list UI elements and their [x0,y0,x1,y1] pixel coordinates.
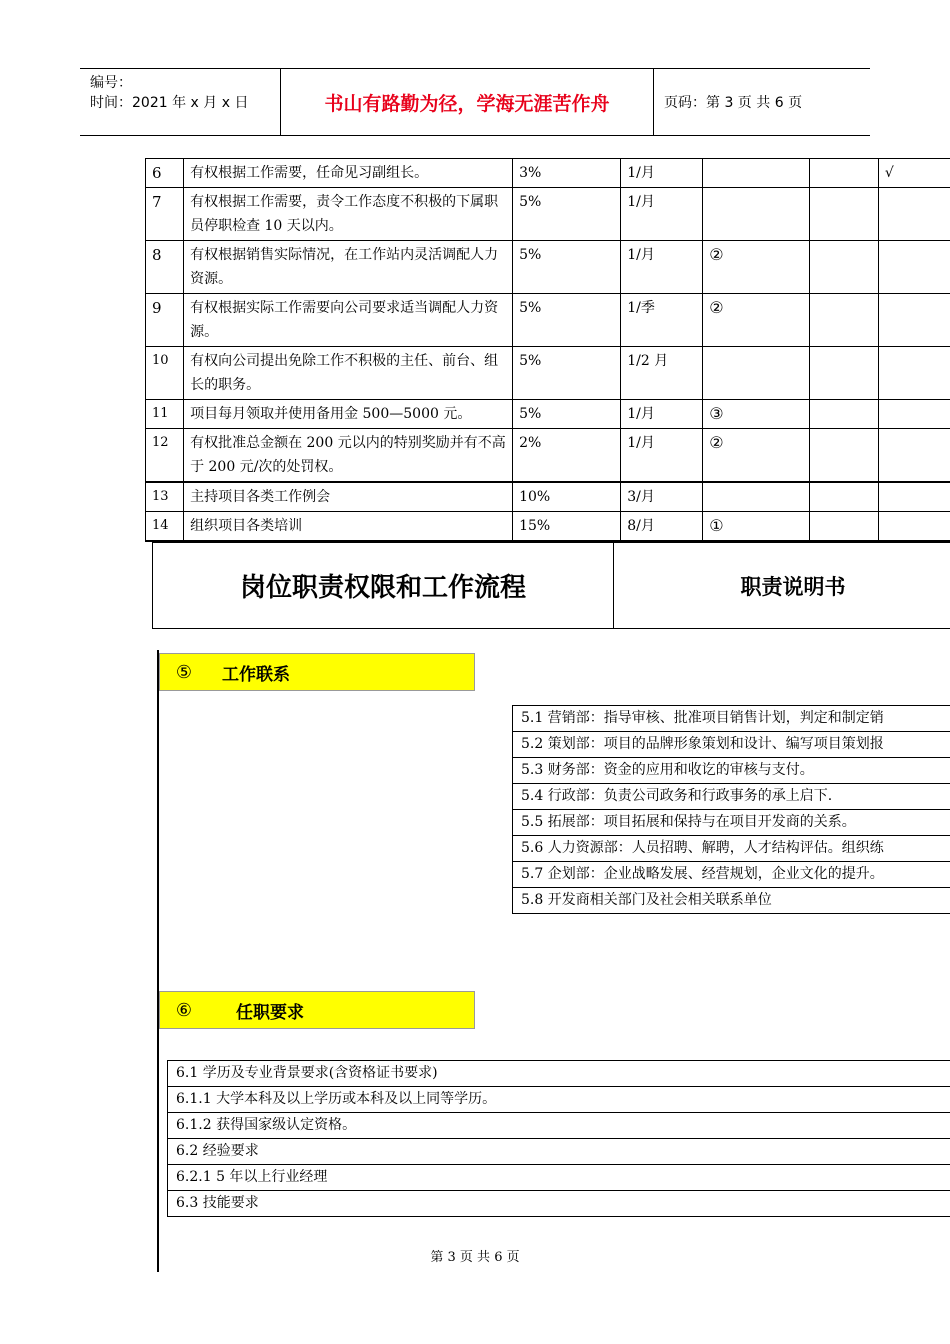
header-meta [80,69,281,135]
list-item [168,1165,950,1191]
authority-description: 有权批准总金额在 200 元以内的特别奖励并有不高于 200 元/次的处罚权。 [184,429,513,483]
header-motto: 书山有路勤为径，学海无涯苦作舟 [281,69,654,135]
check-mark [878,347,950,400]
list-item [168,1191,950,1217]
title-box [152,542,950,629]
authority-description: 有权根据销售实际情况，在工作站内灵活调配人力资源。 [184,241,513,294]
list-item [513,836,950,862]
list-item [168,1139,950,1165]
reference-mark: ③ [703,400,810,429]
empty-cell [809,512,878,542]
requirement-entry: 6.2 经验要求 [168,1139,950,1165]
work-contacts-table [512,705,950,914]
reference-mark: ② [703,294,810,347]
doc-number-label: 编号： [90,75,132,91]
contact-entry: 5.5 拓展部：项目拓展和保持与在项目开发商的关系。 [513,810,950,836]
authority-description: 组织项目各类培训 [184,512,513,542]
contact-entry: 5.2 策划部：项目的品牌形象策划和设计、编写项目策划报 [513,732,950,758]
table-row [146,429,950,483]
frequency: 1/季 [621,294,703,347]
check-mark [878,241,950,294]
table-row [146,159,950,188]
frequency: 1/2 月 [621,347,703,400]
empty-cell [809,294,878,347]
section-title: 岗位职责权限和工作流程 [153,543,614,628]
job-requirements-table [167,1060,950,1217]
check-mark [878,294,950,347]
list-item [168,1087,950,1113]
frequency: 3/月 [621,482,703,512]
table-row [146,241,950,294]
requirement-entry: 6.1 学历及专业背景要求(含资格证书要求) [168,1061,950,1087]
authority-table [145,158,950,542]
weight-percent: 5% [513,400,621,429]
row-number: 13 [146,482,184,512]
row-number: 10 [146,347,184,400]
list-item [513,862,950,888]
doc-date: 时间：2021 年 x 月 x 日 [90,95,249,111]
row-number: 14 [146,512,184,542]
weight-percent: 3% [513,159,621,188]
reference-mark [703,159,810,188]
weight-percent: 5% [513,347,621,400]
row-number: 11 [146,400,184,429]
row-number: 7 [146,188,184,241]
reference-mark: ② [703,241,810,294]
section-heading-job-requirements [159,991,475,1029]
contact-entry: 5.6 人力资源部：人员招聘、解聘，人才结构评估。组织练 [513,836,950,862]
weight-percent: 2% [513,429,621,483]
row-number: 6 [146,159,184,188]
check-mark [878,188,950,241]
row-number: 12 [146,429,184,483]
list-item [513,888,950,914]
reference-mark: ② [703,429,810,483]
frequency: 8/月 [621,512,703,542]
check-mark [878,512,950,542]
authority-description: 主持项目各类工作例会 [184,482,513,512]
list-item [513,732,950,758]
empty-cell [809,159,878,188]
contact-entry: 5.1 营销部：指导审核、批准项目销售计划，判定和制定销 [513,706,950,732]
frequency: 1/月 [621,241,703,294]
weight-percent: 10% [513,482,621,512]
header-page-number: 页码：第 3 页 共 6 页 [664,95,803,111]
weight-percent: 5% [513,294,621,347]
frequency: 1/月 [621,400,703,429]
table-row [146,188,950,241]
list-item [513,758,950,784]
frequency: 1/月 [621,429,703,483]
weight-percent: 5% [513,241,621,294]
requirement-entry: 6.1.2 获得国家级认定资格。 [168,1113,950,1139]
list-item [168,1113,950,1139]
list-item [513,784,950,810]
requirement-entry: 6.2.1 5 年以上行业经理 [168,1165,950,1191]
empty-cell [809,429,878,483]
list-item [513,810,950,836]
list-item [513,706,950,732]
section-heading-work-contacts [159,653,475,691]
table-row [146,294,950,347]
doc-type-title: 职责说明书 [740,574,846,599]
check-mark: √ [878,159,950,188]
reference-mark [703,347,810,400]
authority-description: 有权根据工作需要，任命见习副组长。 [184,159,513,188]
table-row [146,512,950,542]
table-row [146,482,950,512]
contact-entry: 5.3 财务部：资金的应用和收讫的审核与支付。 [513,758,950,784]
reference-mark: ① [703,512,810,542]
authority-description: 有权根据工作需要，责令工作态度不积极的下属职员停职检查 10 天以内。 [184,188,513,241]
check-mark [878,429,950,483]
requirement-entry: 6.1.1 大学本科及以上学历或本科及以上同等学历。 [168,1087,950,1113]
authority-description: 有权根据实际工作需要向公司要求适当调配人力资源。 [184,294,513,347]
requirement-entry: 6.3 技能要求 [168,1191,950,1217]
table-row [146,400,950,429]
section-number: ⑤ [175,661,193,683]
section-label: 任职要求 [236,1002,304,1023]
authority-description: 项目每月领取并使用备用金 500—5000 元。 [184,400,513,429]
contact-entry: 5.8 开发商相关部门及社会相关联系单位 [513,888,950,914]
empty-cell [809,400,878,429]
empty-cell [809,188,878,241]
frequency: 1/月 [621,159,703,188]
section-label: 工作联系 [222,664,290,685]
list-item [168,1061,950,1087]
row-number: 9 [146,294,184,347]
empty-cell [809,482,878,512]
reference-mark [703,188,810,241]
section-number: ⑥ [175,999,193,1021]
empty-cell [809,347,878,400]
weight-percent: 5% [513,188,621,241]
page-footer: 第 3 页 共 6 页 [430,1250,520,1265]
row-number: 8 [146,241,184,294]
authority-description: 有权向公司提出免除工作不积极的主任、前台、组长的职务。 [184,347,513,400]
page-header [80,68,870,136]
check-mark [878,482,950,512]
weight-percent: 15% [513,512,621,542]
reference-mark [703,482,810,512]
empty-cell [809,241,878,294]
frequency: 1/月 [621,188,703,241]
contact-entry: 5.7 企划部：企业战略发展、经营规划，企业文化的提升。 [513,862,950,888]
table-row [146,347,950,400]
left-margin-rule [157,650,159,1272]
check-mark [878,400,950,429]
contact-entry: 5.4 行政部：负责公司政务和行政事务的承上启下. [513,784,950,810]
